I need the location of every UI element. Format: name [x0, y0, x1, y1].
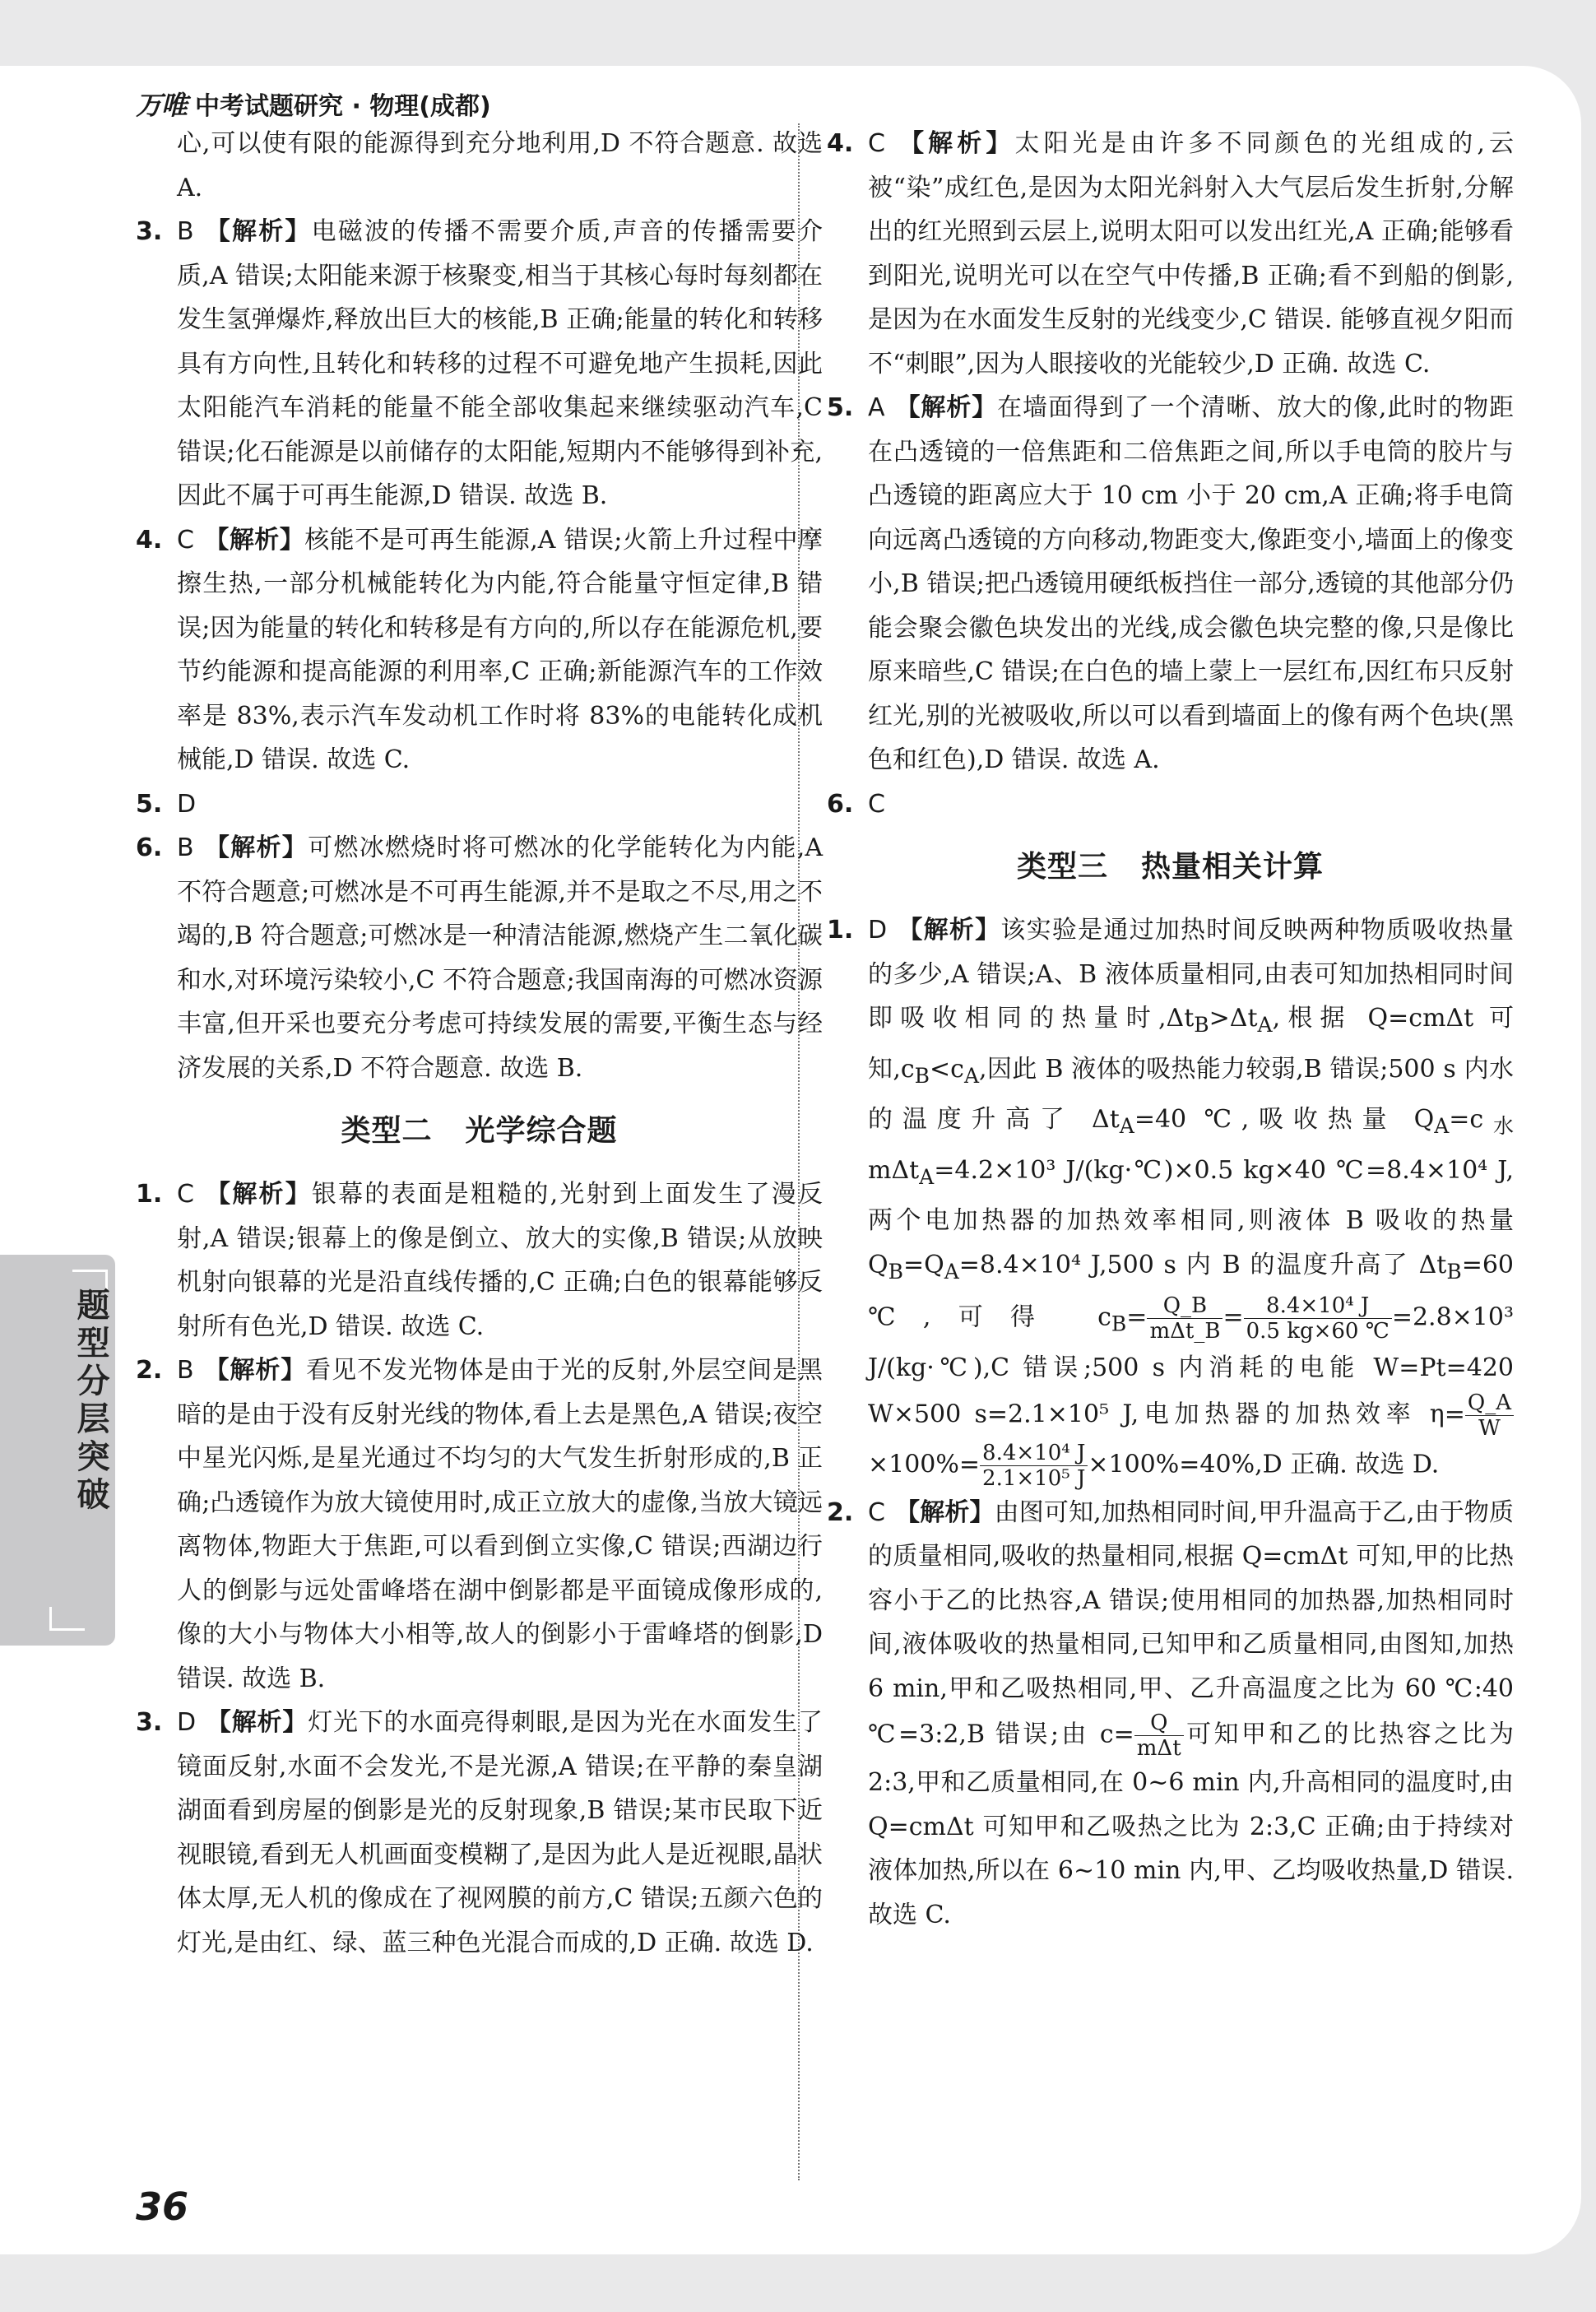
section-heading: 类型三 热量相关计算	[1016, 850, 1325, 884]
answer-item: 2. B 【解析】看见不发光物体是由于光的反射,外层空间是黑暗的是由于没有反射光线的物体,看上去是黑色,A 错误;夜空中星光闪烁,是星光通过不均匀的大气发生折射形成的,B 正确;凸透镜作为放大镜使用时,成正立放大的虚像,当放大镜远离物体,物距大于焦距,可以看到倒立实像,C 错误;西湖边行人的倒影与远处雷峰塔在湖中倒影都是平面镜成像形成的,像的大小与物体大小相等,故人的倒影小于雷峰塔的倒影,D 错误. 故选 B.	[136, 1356, 823, 1693]
answer-item: 4. C 【解析】太阳光是由许多不同颜色的光组成的,云被“染”成红色,是因为太阳光斜射入大气层后发生折射,分解出的红光照到云层上,说明太阳可以发出红光,A 正确;能够看到阳光,说明光可以在空气中传播,B 正确;看不到船的倒影,是因为在水面发生反射的光线变少,C 错误. 能够直视夕阳而不“刺眼”,因为人眼接收的光能较少,D 正确. 故选 C.	[827, 129, 1514, 378]
answer-item: 2. C 【解析】由图可知,加热相同时间,甲升温高于乙,由于物质的质量相同,吸收的热量相同,根据 Q=cmΔt 可知,甲的比热容小于乙的比热容,A 错误;使用相同的加热器,加热相同时间,液体吸收的热量相同,已知甲和乙质量相同,由图知,加热 6 min,甲和乙吸热相同,甲、乙升高温度之比为 60 ℃:40 ℃=3:2,B 错误;由 c= Q mΔt 可知甲和乙的比热容之比为 2:3,甲和乙质量相同,在 0~6 min 内,升高相同的温度时,由 Q=cmΔt 可知甲和乙吸热之比为 2:3,C 正确;由于持续对液体加热,所以在 6~10 min 内,甲、乙均吸收热量,D 错误. 故选 C.	[827, 1497, 1515, 1929]
continued-text: 心,可以使有限的能源得到充分地利用,D 不符合题意. 故选 A.	[177, 129, 823, 202]
answer-item: 3. D 【解析】灯光下的水面亮得刺眼,是因为光在水面发生了镜面反射,水面不会发光,不是光源,A 错误;在平静的秦皇湖湖面看到房屋的倒影是光的反射现象,B 错误;某市民取下近视眼镜,看到无人机画面变模糊了,是因为此人是近视眼,晶状体太厚,无人机的像成在了视网膜的前方,C 错误;五颜六色的灯光,是由红、绿、蓝三种色光混合而成的,D 正确. 故选 D.	[136, 1708, 823, 1957]
answer-item: 3. B 【解析】电磁波的传播不需要介质,声音的传播需要介质,A 错误;太阳能来源于核聚变,相当于其核心每时每刻都在发生氢弹爆炸,释放出巨大的核能,B 正确;能量的转化和转移具有方向性,且转化和转移的过程不可避免地产生损耗,因此太阳能汽车消耗的能量不能全部收集起来继续驱动汽车,C 错误;化石能源是以前储存的太阳能,短期内不能够得到补充,因此不属于可再生能源,D 错误. 故选 B.	[136, 217, 823, 510]
side-tab-label: 题型分层突破	[72, 1288, 109, 1515]
answer-item: 6. B 【解析】可燃冰燃烧时将可燃冰的化学能转化为内能,A 不符合题意;可燃冰是不可再生能源,并不是取之不尽,用之不竭的,B 符合题意;可燃冰是一种清洁能源,燃烧产生二氧化碳和水,对环境污染较小,C 不符合题意;我国南海的可燃冰资源丰富,但开采也要充分考虑可持续发展的需要,平衡生态与经济发展的关系,D 不符合题意. 故选 B.	[136, 833, 824, 1083]
answer-item: 4. C 【解析】核能不是可再生能源,A 错误;火箭上升过程中摩擦生热,一部分机械能转化为内能,符合能量守恒定律,B 错误;因为能量的转化和转移是有方向的,所以存在能源危机,要节约能源和提高能源的利用率,C 正确;新能源汽车的工作效率是 83%,表示汽车发动机工作时将 83%的电能转化成机械能,D 错误. 故选 C.	[136, 525, 823, 774]
book-title: 中考试题研究 · 物理(成都)	[195, 92, 491, 121]
section-heading: 类型二 光学综合题	[341, 1114, 618, 1148]
chapter-side-tab	[0, 1255, 115, 1646]
left-column	[136, 122, 823, 1965]
answer-item: 1. D 【解析】该实验是通过加热时间反映两种物质吸收热量的多少,A 错误;A、B 液体质量相同,由表可知加热相同时间即吸收相同的热量时$,\Delta t_B>\Delta t_A$,根据 Q=cmΔt 可知$,c_B<c_A$,因此 B 液体的吸热能力较弱,B 错误;500 s 内水的温度升高了 $\Delta t_A=40$ ℃,吸收热量 $Q_A=c_水$ mΔt$_A$=4.2×10³ J/(kg·℃)×0.5 kg×40 ℃=8.4×10⁴ J,两个电加热器的加热效率相同,则液体 B 吸收的热量 $Q_B=Q_A=8.4\times 10^4$ J,500 s 内 B 的温度升高了 $\Delta t_B=60$ ℃,可得 $c_B=$ Q_B mΔt_B = $\frac{\text{8.4×10⁴ J}}{0.5 kg\times 60 ℃}$ =2.8×10³ J/(kg·℃),C 错误;500 s 内消耗的电能 W=Pt=420 W×500 s=2.1×10⁵ J,电加热器的加热效率 η= $\frac{Q\_A}{W}$ ×100%= $\frac{\text{8.4×10⁴ J}}{\text{2.1×10⁵ J}}$ ×100%=40%,D 正确. 故选 D.	[827, 916, 1515, 1491]
answer-item: 6. C	[827, 789, 885, 819]
answer-item: 5. A 【解析】在墙面得到了一个清晰、放大的像,此时的物距在凸透镜的一倍焦距和二倍焦距之间,所以手电筒的胶片与凸透镜的距离应大于 10 cm 小于 20 cm,A 正确;将手电筒向远离凸透镜的方向移动,物距变大,像距变小,墙面上的像变小,B 错误;把凸透镜用硬纸板挡住一部分,透镜的其他部分仍能会聚会徽色块发出的光线,成会徽色块完整的像,只是像比原来暗些,C 错误;在白色的墙上蒙上一层红布,因红布只反射红光,别的光被吸收,所以可以看到墙面上的像有两个色块(黑色和红色),D 错误. 故选 A.	[827, 393, 1514, 774]
page-header	[136, 82, 491, 125]
answer-item: 1. C 【解析】银幕的表面是粗糙的,光射到上面发生了漫反射,A 错误;银幕上的像是倒立、放大的实像,B 错误;从放映机射向银幕的光是沿直线传播的,C 正确;白色的银幕能够反射所有色光,D 错误. 故选 C.	[136, 1180, 823, 1341]
right-column	[827, 122, 1514, 1937]
answer-item: 5. D	[136, 789, 197, 819]
brand-logo: 万唯	[136, 90, 188, 121]
page-number: 36	[136, 2184, 189, 2229]
